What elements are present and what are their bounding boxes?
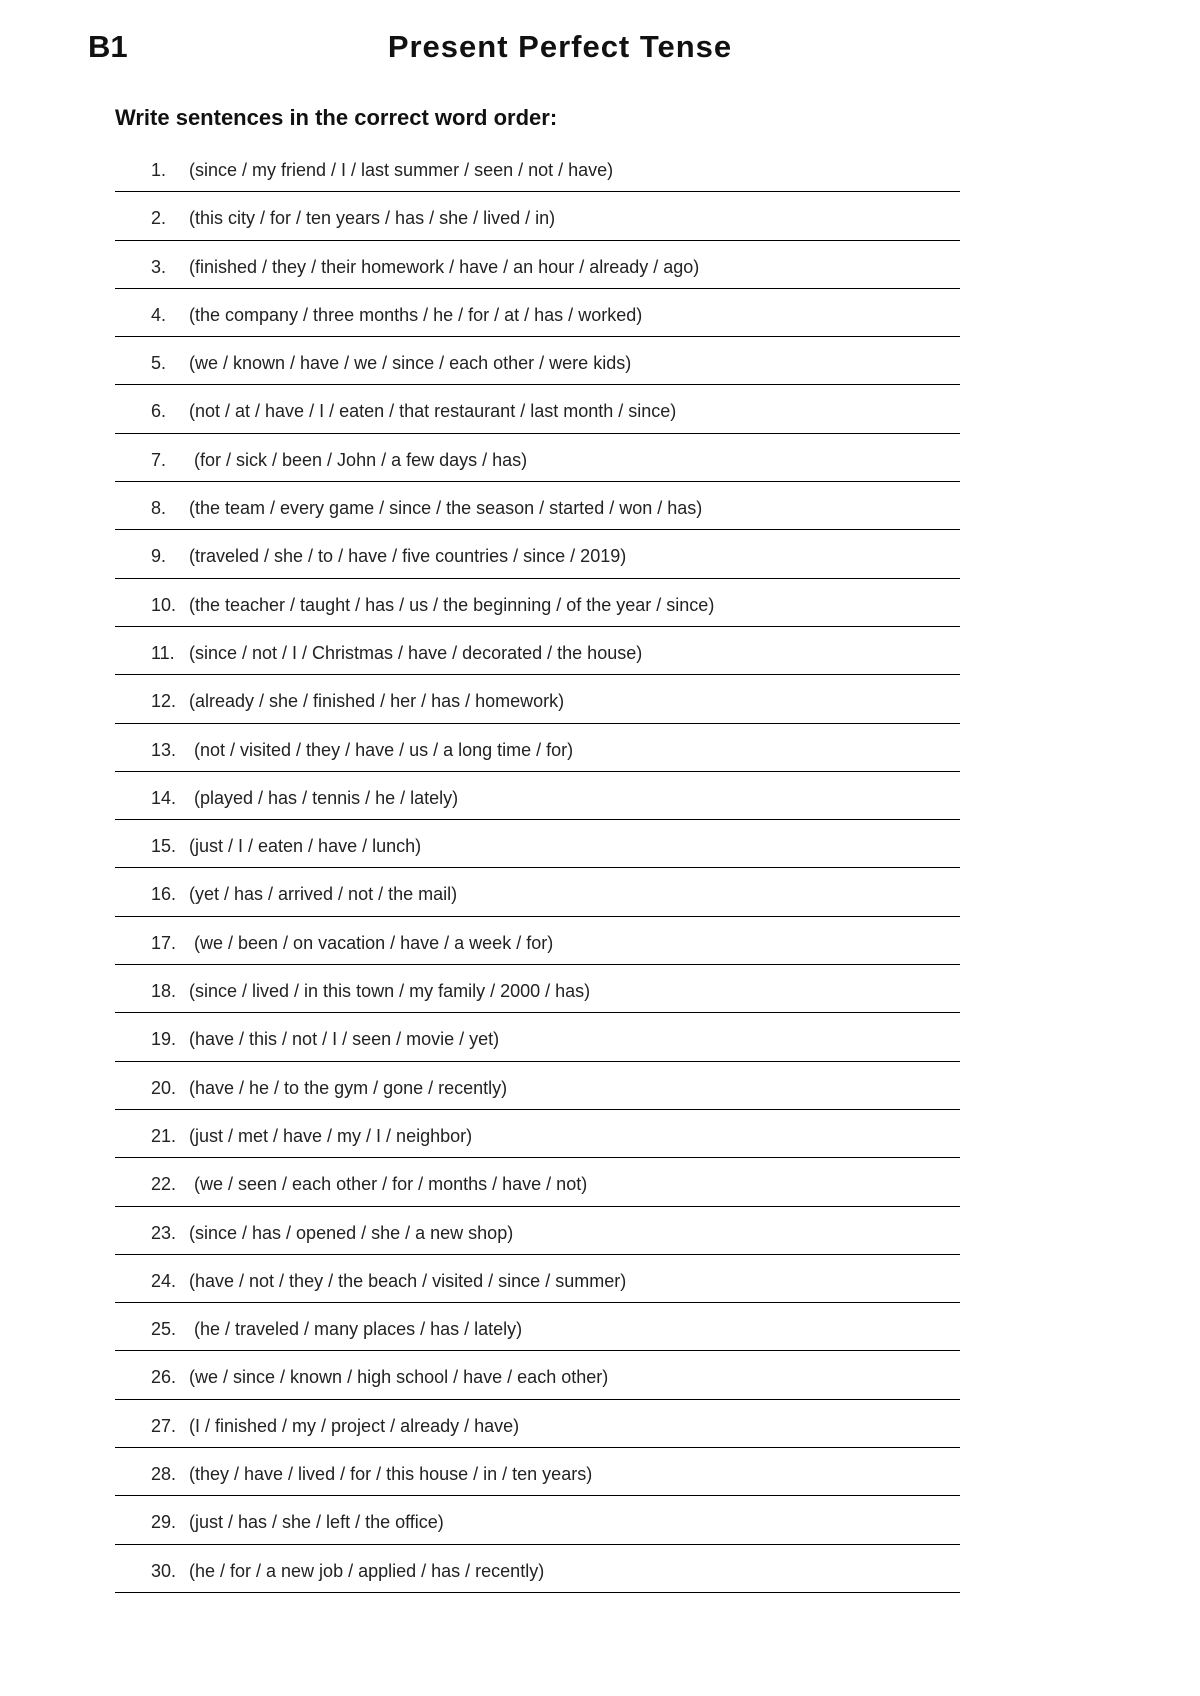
exercise-item xyxy=(115,1255,960,1303)
exercise-item xyxy=(115,1062,960,1110)
exercise-item xyxy=(115,482,960,530)
exercise-number: 18. xyxy=(151,981,177,1002)
exercise-item xyxy=(115,965,960,1013)
exercise-number: 19. xyxy=(151,1029,177,1050)
exercise-words: (we / been / on vacation / have / a week / for) xyxy=(189,932,554,953)
exercise-item xyxy=(115,579,960,627)
exercise-words: (just / has / she / left / the office) xyxy=(189,1512,444,1533)
exercise-words: (we / since / known / high school / have / each other) xyxy=(189,1367,609,1388)
exercise-number: 14. xyxy=(151,787,177,808)
exercise-number: 30. xyxy=(151,1560,177,1581)
exercise-words: (since / my friend / I / last summer / seen / not / have) xyxy=(189,160,614,180)
exercise-item xyxy=(115,144,960,192)
exercise-number: 22. xyxy=(151,1174,177,1195)
exercise-words: (have / he / to the gym / gone / recently) xyxy=(189,1077,508,1098)
exercise-item xyxy=(115,724,960,772)
exercise-words: (played / has / tennis / he / lately) xyxy=(189,787,459,808)
exercise-words: (for / sick / been / John / a few days / has) xyxy=(189,449,528,470)
exercise-item xyxy=(115,868,960,916)
exercise-words: (since / lived / in this town / my family / 2000 / has) xyxy=(189,981,591,1002)
exercise-number: 12. xyxy=(151,691,177,712)
exercise-item xyxy=(115,241,960,289)
exercise-words: (they / have / lived / for / this house / in / ten years) xyxy=(189,1464,593,1485)
exercise-number: 25. xyxy=(151,1319,177,1340)
exercise-words: (have / not / they / the beach / visited / since / summer) xyxy=(189,1270,627,1291)
exercise-number: 7. xyxy=(151,449,167,470)
exercise-number: 2. xyxy=(151,208,167,229)
level-label: B1 xyxy=(88,29,128,64)
exercise-item xyxy=(115,627,960,675)
exercise-item xyxy=(115,192,960,240)
exercise-words: (I / finished / my / project / already / have) xyxy=(189,1415,520,1436)
exercise-words: (since / not / I / Christmas / have / decorated / the house) xyxy=(189,642,643,663)
exercise-item xyxy=(115,1545,960,1593)
exercise-words: (the teacher / taught / has / us / the beginning / of the year / since) xyxy=(189,594,715,615)
exercise-words: (since / has / opened / she / a new shop) xyxy=(189,1222,514,1243)
exercise-words: (the company / three months / he / for / at / has / worked) xyxy=(189,304,643,325)
exercise-item xyxy=(115,820,960,868)
exercise-number: 17. xyxy=(151,932,177,953)
exercise-number: 27. xyxy=(151,1415,177,1436)
exercise-item xyxy=(115,1496,960,1544)
exercise-number: 21. xyxy=(151,1125,177,1146)
exercise-item xyxy=(115,1207,960,1255)
exercise-number: 23. xyxy=(151,1222,177,1243)
exercise-item xyxy=(115,917,960,965)
instruction-text: Write sentences in the correct word order: xyxy=(115,105,558,130)
exercise-number: 4. xyxy=(151,304,167,325)
exercise-item xyxy=(115,1110,960,1158)
exercise-number: 11. xyxy=(151,642,175,663)
exercise-number: 13. xyxy=(151,739,177,760)
exercise-item xyxy=(115,1448,960,1496)
exercise-words: (he / traveled / many places / has / lately) xyxy=(189,1319,523,1340)
exercise-words: (the team / every game / since / the season / started / won / has) xyxy=(189,498,703,519)
exercise-number: 29. xyxy=(151,1512,177,1533)
exercise-item xyxy=(115,772,960,820)
exercise-words: (not / at / have / I / eaten / that restaurant / last month / since) xyxy=(189,401,677,422)
exercise-words: (we / seen / each other / for / months / have / not) xyxy=(189,1174,588,1195)
worksheet-title: Present Perfect Tense xyxy=(387,29,733,64)
exercise-item xyxy=(115,1351,960,1399)
exercise-words: (yet / has / arrived / not / the mail) xyxy=(189,884,458,905)
exercise-item xyxy=(115,434,960,482)
exercise-number: 24. xyxy=(151,1270,177,1291)
exercise-words: (just / met / have / my / I / neighbor) xyxy=(189,1125,473,1146)
exercise-number: 16. xyxy=(151,884,177,905)
exercise-number: 5. xyxy=(151,353,167,374)
exercise-number: 28. xyxy=(151,1464,177,1485)
exercise-words: (have / this / not / I / seen / movie / yet) xyxy=(189,1029,500,1050)
exercise-number: 8. xyxy=(151,498,167,519)
exercise-item xyxy=(115,337,960,385)
exercise-item xyxy=(115,385,960,433)
exercise-words: (we / known / have / we / since / each other / were kids) xyxy=(189,353,632,374)
exercise-item xyxy=(115,675,960,723)
exercise-number: 10. xyxy=(151,594,177,615)
exercise-item xyxy=(115,1400,960,1448)
exercise-item xyxy=(115,1158,960,1206)
exercise-item xyxy=(115,289,960,337)
exercise-words: (already / she / finished / her / has / homework) xyxy=(189,691,565,712)
exercise-words: (traveled / she / to / have / five countries / since / 2019) xyxy=(189,546,627,567)
exercise-words: (just / I / eaten / have / lunch) xyxy=(189,836,422,857)
exercise-words: (he / for / a new job / applied / has / recently) xyxy=(189,1560,545,1581)
exercise-number: 3. xyxy=(151,256,167,277)
exercise-words: (this city / for / ten years / has / she / lived / in) xyxy=(189,208,556,229)
exercise-item xyxy=(115,530,960,578)
exercise-item xyxy=(115,1303,960,1351)
exercise-number: 9. xyxy=(151,546,167,567)
exercise-item xyxy=(115,1013,960,1061)
exercise-number: 20. xyxy=(151,1077,177,1098)
exercise-list xyxy=(115,144,960,1593)
exercise-number: 1. xyxy=(151,160,167,180)
exercise-number: 6. xyxy=(151,401,167,422)
exercise-number: 15. xyxy=(151,836,177,857)
exercise-number: 26. xyxy=(151,1367,177,1388)
exercise-words: (finished / they / their homework / have / an hour / already / ago) xyxy=(189,256,700,277)
exercise-words: (not / visited / they / have / us / a long time / for) xyxy=(189,739,574,760)
